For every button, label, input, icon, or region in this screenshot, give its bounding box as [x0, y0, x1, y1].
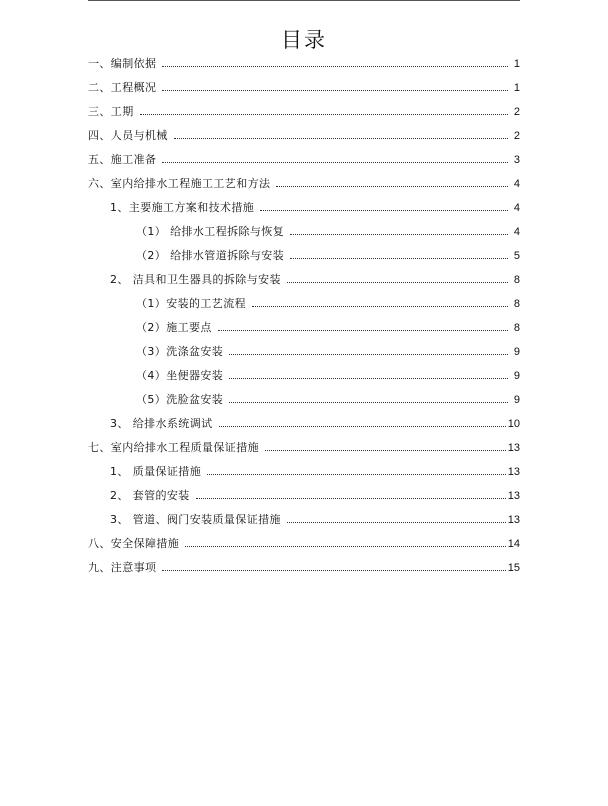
toc-entry-label: （1） 给排水工程拆除与恢复 [136, 225, 285, 238]
toc-entry-page: 8 [513, 298, 520, 310]
toc-entry-label: （4）坐便器安装 [136, 369, 224, 382]
toc-entry-page: 9 [513, 394, 520, 406]
toc-entry-label: 3、 管道、阀门安装质量保证措施 [110, 513, 281, 526]
dot-leader [276, 185, 508, 187]
toc-entry-page: 2 [513, 106, 520, 118]
toc-entry[interactable] [88, 57, 520, 71]
toc-entry-label: 3、 给排水系统调试 [110, 417, 213, 430]
toc-entry-label: 二、工程概况 [88, 81, 157, 94]
toc-entry-page: 9 [513, 346, 520, 358]
toc-entry-page: 4 [513, 178, 520, 190]
dot-leader [140, 113, 508, 115]
page-title: 目录 [281, 28, 327, 52]
toc-entry[interactable] [136, 225, 520, 239]
dot-leader [162, 65, 508, 67]
toc-entry-page: 15 [507, 562, 520, 574]
toc-entry-page: 5 [513, 250, 520, 262]
toc-entry[interactable] [110, 273, 520, 287]
toc-entry-page: 1 [513, 82, 520, 94]
dot-leader [218, 329, 508, 331]
toc-entry-page: 2 [513, 130, 520, 142]
toc-entry[interactable] [88, 81, 520, 95]
toc-entry[interactable] [88, 129, 520, 143]
toc-entry-label: 八、安全保障措施 [88, 537, 180, 550]
toc-entry-label: 四、人员与机械 [88, 129, 168, 142]
dot-leader [207, 473, 506, 475]
dot-leader [229, 401, 508, 403]
toc-entry-label: （5）洗脸盆安装 [136, 393, 224, 406]
dot-leader [162, 161, 508, 163]
dot-leader [265, 449, 506, 451]
toc-entry-page: 4 [513, 202, 520, 214]
toc-entry[interactable] [88, 153, 520, 167]
toc-entry-page: 13 [507, 490, 520, 502]
toc-entry[interactable] [136, 249, 520, 263]
dot-leader [185, 545, 506, 547]
toc-entry-page: 1 [513, 58, 520, 70]
dot-leader [287, 281, 508, 283]
toc-entry-label: 七、室内给排水工程质量保证措施 [88, 441, 259, 454]
toc-entry[interactable] [88, 105, 520, 119]
toc-entry-label: （1）安装的工艺流程 [136, 297, 246, 310]
dot-leader [219, 425, 506, 427]
dot-leader [174, 137, 508, 139]
toc-entry-label: （2） 给排水管道拆除与安装 [136, 249, 285, 262]
toc-entry[interactable] [136, 369, 520, 383]
dot-leader [162, 89, 508, 91]
dot-leader [252, 305, 508, 307]
dot-leader [290, 257, 508, 259]
toc-entry-page: 9 [513, 370, 520, 382]
dot-leader [287, 521, 506, 523]
toc-entry-label: 六、室内给排水工程施工工艺和方法 [88, 177, 271, 190]
toc-entry-page: 13 [507, 442, 520, 454]
toc-entry-page: 13 [507, 466, 520, 478]
toc-entry[interactable] [110, 465, 520, 479]
dot-leader [260, 209, 508, 211]
toc-entry[interactable] [136, 297, 520, 311]
toc-entry-page: 3 [513, 154, 520, 166]
toc-entry-label: 2、 洁具和卫生器具的拆除与安装 [110, 273, 281, 286]
toc-entry-page: 4 [513, 226, 520, 238]
dot-leader [229, 377, 508, 379]
toc-entry-page: 14 [507, 538, 520, 550]
toc-entry-label: 2、 套管的安装 [110, 489, 190, 502]
dot-leader [196, 497, 506, 499]
toc-entry[interactable] [136, 345, 520, 359]
toc-entry-page: 8 [513, 322, 520, 334]
toc-entry[interactable] [88, 537, 520, 551]
dot-leader [229, 353, 508, 355]
toc-entry[interactable] [136, 393, 520, 407]
toc-entry[interactable] [88, 177, 520, 191]
toc-entry-page: 10 [507, 418, 520, 430]
dot-leader [162, 569, 505, 571]
toc-entry[interactable] [110, 489, 520, 503]
toc-entry[interactable] [88, 441, 520, 455]
toc-entry[interactable] [136, 321, 520, 335]
toc-entry-page: 13 [507, 514, 520, 526]
toc-entry-label: 1、 质量保证措施 [110, 465, 202, 478]
toc-entry-page: 8 [513, 274, 520, 286]
toc-entry[interactable] [88, 561, 520, 575]
toc-entry-label: （3）洗涤盆安装 [136, 345, 224, 358]
toc-entry-label: 三、工期 [88, 105, 134, 118]
toc-entry-label: 一、编制依据 [88, 57, 157, 70]
toc-entry-label: （2）施工要点 [136, 321, 212, 334]
dot-leader [290, 233, 508, 235]
toc-entry[interactable] [110, 513, 520, 527]
toc-entry[interactable] [110, 201, 520, 215]
toc-entry-label: 九、注意事项 [88, 561, 157, 574]
toc-entry[interactable] [110, 417, 520, 431]
toc-entry-label: 五、施工准备 [88, 153, 157, 166]
toc-entry-label: 1、主要施工方案和技术措施 [110, 201, 255, 214]
